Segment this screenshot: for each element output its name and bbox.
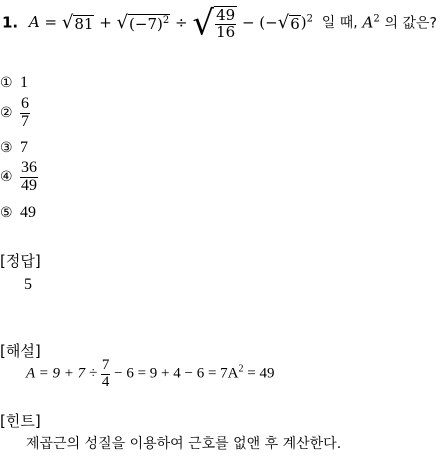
option-marker: ② [0, 104, 13, 121]
option-fraction: $\frac{36}{49}$ [21, 159, 37, 194]
option-value: 1 [20, 74, 28, 91]
option-marker: ④ [0, 168, 13, 185]
option-marker: ③ [0, 140, 13, 156]
option-4[interactable] [0, 160, 38, 195]
fraction-49-16: $\frac{49}{16}$ [216, 6, 236, 41]
option-value: 7 [20, 139, 28, 156]
option-marker: ① [0, 75, 13, 91]
option-5[interactable] [0, 205, 36, 221]
answer-label: [정답] [0, 252, 41, 270]
explanation-label: [해설] [0, 342, 41, 360]
option-1[interactable] [0, 75, 28, 91]
explanation-equation: A = 9 + 7 ÷ $\frac{7}{4}$ − $6 = 9 + 4 - 6 = 7A^2 = 49$ [26, 357, 275, 390]
question-prefix: A = [28, 13, 62, 32]
option-2[interactable] [0, 96, 30, 131]
hint-text: 제곱근의 성질을 이용하여 근호를 없앤 후 계산한다. [26, 436, 342, 452]
hint-label: [힌트] [0, 412, 41, 430]
sqrt-neg7-squared: $√(-7)^2$ [116, 12, 170, 34]
option-3[interactable] [0, 140, 28, 156]
option-value: 49 [20, 204, 36, 221]
question-number: 1. [2, 13, 19, 32]
option-fraction: $\frac{6}{7}$ [21, 95, 29, 130]
answer-value: 5 [24, 276, 32, 293]
option-marker: ⑤ [0, 205, 13, 221]
question-line: 1. $A = √81 + √(-7)^2$ ÷ √ $\frac{49}{16}$ − $(-√6)^2$ 일 때, $A^2$ 의 값은? [2, 3, 437, 44]
sqrt-fraction: √ $\frac{49}{16}$ [192, 3, 236, 44]
explanation-fraction: $\frac{7}{4}$ [101, 357, 110, 390]
sqrt-6: √6 [277, 12, 300, 34]
sqrt-81: √81 [61, 12, 94, 34]
